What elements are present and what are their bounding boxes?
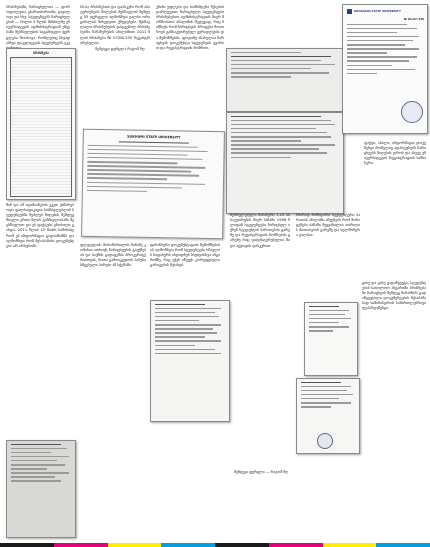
color-swatch bbox=[215, 543, 269, 547]
color-swatch bbox=[376, 543, 430, 547]
order-table-grid bbox=[10, 57, 72, 197]
university-certificate-document bbox=[81, 129, 225, 239]
article-column-2-bottom: ფლუტულის მოსამართლის წინაშე კომისია ითხოვს ჩარიცხვების გაუქმებას და საქმის გადაცემას პროკურატურისთვის, რათა გამოიკვეთოს პასუხისმგებელი პირები ამ სქემაში. bbox=[80, 242, 146, 268]
column-3-caption: შემდეგი ფურცლა — რატომ ზღ bbox=[233, 470, 289, 474]
letterhead-title: GEORGIAN STATE UNIVERSITY bbox=[354, 9, 401, 13]
article-column-1-top: ბრძანებაში, ჩარიცხულთა — ფოროფოლეთა, ცხანათხარიანი, ტაყილოვი და სხვ. სტუდენტებს ჩარიცხულების — ბოლო 5 წლის მანძილზე უნივერსიტეტის ადმინისტრაციამ უწყებაში შესწავლების საგამოცდო ფურცლები მოიპოვა, რომლებიც სხვადასხვა ფაკულტეტის სტუდენტებს ეკუ bbox=[6, 4, 70, 45]
article-column-1-middle: შინ და ამ ადამიანების უკეთ ეხმარებოდა ფალსიფიკაცია სასწავლებლის სტუდენტებმა შეძლეს მიღების შემდეგ მთელი ერთი წლის განმავლობაში შეესწავლათ და ეს ფაქტები ცნობილი გახდა. 2011 წლის 13 მაისს სამინისტრომ ეს ინფორმაცია გადაამოწმა და აღმოჩნდა რომ შესაბამისი დოკუმენტები არ არსებობს. bbox=[6, 202, 74, 248]
notice-document bbox=[296, 378, 360, 454]
records-document bbox=[226, 112, 344, 214]
official-stamp bbox=[401, 101, 423, 123]
article-column-4-middle: შესრულებული ჩანაწერი 1.25 ბს საკუთრების მიერ ბაზაში 1998 წლიდან სტუდენტები ჩარიცხულ იქნენ სტუდენტის ბარათების გარეშე და რეგისტრაციის ნომრების გარეშე რაც დადასტურებულია შიდა აუდიტის დასკვნით. bbox=[230, 212, 290, 248]
bank-letter-document bbox=[342, 4, 428, 134]
print-color-bar bbox=[0, 543, 430, 547]
article-column-2-top: სს-სა ბრძანებით და დაასკვნა რომ აბიტურიენტის წილების შესწავლის შემდეგ 55 ფურცელი აღმოჩნდა ყალბი ორიგინალის მიხედვით ქმედებები შესწავლილი ბრძანებების დადგენილ ბრძანებებში. ჩანაწერების ანალიზით: 2011 წლის ბრძანება № 07/06-335 რეგისტრირებულია. bbox=[80, 4, 150, 45]
color-swatch bbox=[269, 543, 323, 547]
color-swatch bbox=[323, 543, 377, 547]
university-title: SOKHUMI STATE UNIVERSITY bbox=[127, 134, 181, 140]
article-column-5-middle: ფაქტი, ახალი, ინფორმაცია დოკუმენტი რომელიც ადასტურებს ჩარიცხვებს მიღების დროს და ასევე უნივერსიტეტის რეგისტრაციის სამსახური. bbox=[364, 140, 426, 166]
handwritten-form-photo bbox=[6, 440, 76, 538]
article-column-3-bottom: ფინანსური დოკუმენტაციის შემოწმებისას აღმოჩნდა რომ სტუდენტები სწავლის საფასურს იხდიდნენ სხვადასხვა ანგარიშზე, რაც ეჭვს იწვევს კორუფციული გარიგების შესახებ. bbox=[150, 242, 220, 268]
color-swatch bbox=[0, 543, 54, 547]
order-table-document bbox=[6, 48, 76, 200]
registry-document-fragment bbox=[226, 48, 344, 112]
logo-mark-icon bbox=[347, 9, 352, 14]
receipt-document bbox=[304, 302, 358, 376]
column-2-caption: შემდეგი ფურცლა რატომ ზღ bbox=[95, 47, 145, 51]
article-column-4-bottom: ხშირად მომხდარი სტუდენტური ბარათის ანალიზი აჩვენებს რომ მონაცემები ბაზაში შეყვანილია თარიღის მითითების გარეშე და ხელმოწერა ყალბია. bbox=[296, 212, 360, 238]
letterhead-logo bbox=[347, 8, 423, 14]
article-column-5-bottom: ციხე და ციხე გადაწყვეტა, სტუდენტების საბოლოო ანგარიში ბრძანებაში ჩარიცხვის შემდეგ წინასწარ გადაწყვეტილი დოკუმენტების შესაბამისად სამინისტროს სამართლებრივი დეპარტამენტი. bbox=[362, 280, 426, 311]
order-table-label: ბრძანება bbox=[33, 51, 49, 55]
color-swatch bbox=[161, 543, 215, 547]
letter-number: № 01-07-445 bbox=[403, 17, 424, 21]
article-column-3-top: ეჩინა უფლება და თანხმდენა წესების დარღვევით ჩარიცხული სტუდენტები ბრძანებებით ადმინისტრაციის მიერ მოწმობათა ანალიზის შედეგად, რაც ნიშნავს რომ ჩარიცხვის პროცესი მოითხოვს განსაკუთრებულ ყურადღებას და შემოწმებას. ფოტოზე ასახულია ჩარიცხვის დოკუმენტი სტუდენტის გვარით და რეგისტრაციის ნომრით. bbox=[156, 4, 224, 50]
color-swatch bbox=[108, 543, 162, 547]
bottom-stamp bbox=[317, 433, 333, 449]
bank-statement-document bbox=[150, 300, 230, 422]
color-swatch bbox=[54, 543, 108, 547]
